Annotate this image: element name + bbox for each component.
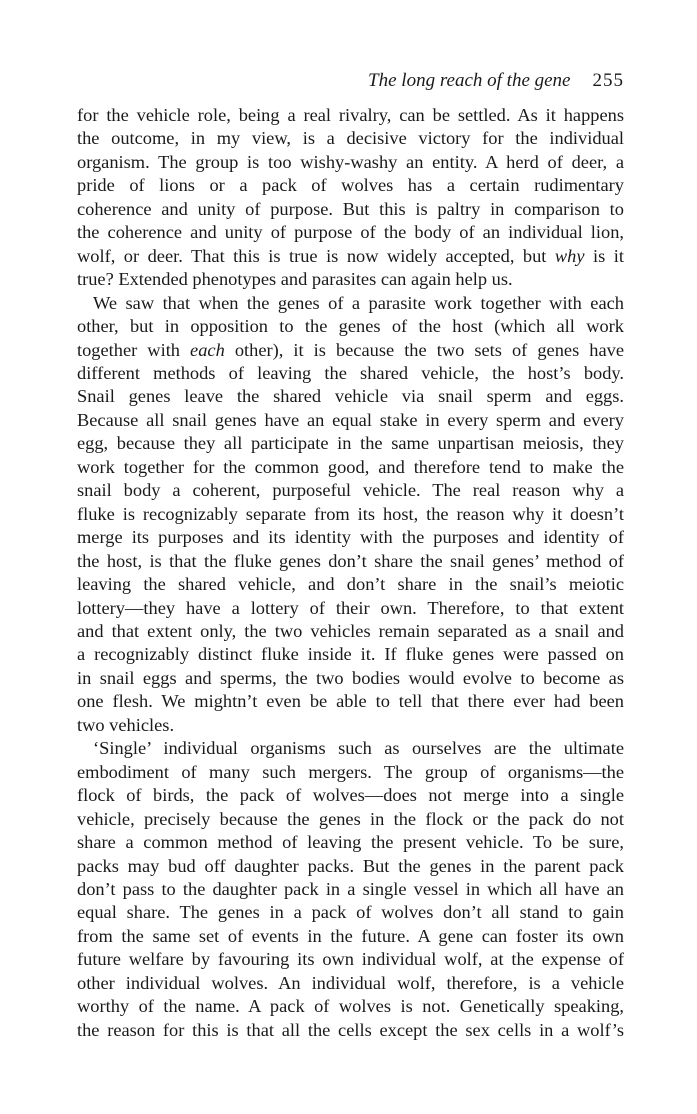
line-text: the host, is that the fluke genes don’t share the snail genes’ method of (77, 550, 624, 571)
text-line (77, 385, 624, 408)
line-text: different methods of leaving the shared vehicle, the host’s body. (77, 362, 624, 383)
text-line (77, 878, 624, 901)
line-text: flock of birds, the pack of wolves—does not merge into a single (77, 785, 624, 806)
text-line (77, 784, 624, 807)
line-text: ‘Single’ individual organisms such as ourselves are the ultimate (93, 738, 624, 759)
text-line (77, 620, 624, 643)
line-text: worthy of the name. A pack of wolves is not. Genetically speaking, (77, 996, 624, 1017)
text-line (77, 503, 624, 526)
line-text: fluke is recognizably separate from its host, the reason why it doesn’t (77, 503, 624, 524)
text-line (77, 550, 624, 573)
text-line (77, 714, 624, 737)
text-line (77, 995, 624, 1018)
line-text: and that extent only, the two vehicles remain separated as a snail and (77, 620, 624, 641)
running-head (77, 70, 624, 104)
line-text: don’t pass to the daughter pack in a single vessel in which all have an (77, 878, 624, 899)
line-text: other), it is because the two sets of genes have (224, 339, 624, 360)
text-line (77, 221, 624, 244)
text-line (77, 855, 624, 878)
line-text: equal share. The genes in a pack of wolves don’t all stand to gain (77, 902, 624, 923)
paragraph (77, 292, 624, 738)
line-text: coherence and unity of purpose. But this is paltry in comparison to (77, 198, 624, 219)
line-text: merge its purposes and its identity with the purposes and identity of (77, 527, 624, 548)
text-line (77, 573, 624, 596)
line-text: is it (584, 245, 624, 266)
line-text: other individual wolves. An individual wolf, therefore, is a vehicle (77, 972, 624, 993)
emphasis-text: why (554, 245, 585, 266)
text-line (77, 409, 624, 432)
text-line (77, 127, 624, 150)
text-line (77, 479, 624, 502)
line-text: wolf, or deer. That this is true is now widely accepted, but (77, 245, 555, 266)
running-title: The long reach of the gene (368, 70, 571, 91)
text-line (77, 174, 624, 197)
book-page (77, 70, 624, 1042)
text-line (77, 597, 624, 620)
line-text: the reason for this is that all the cells except the sex cells in a wolf’s (77, 1019, 624, 1040)
line-text: in snail eggs and sperms, the two bodies would evolve to become as (77, 667, 624, 688)
text-line (77, 245, 624, 268)
text-line (77, 526, 624, 549)
text-line (77, 1019, 624, 1042)
paragraph (77, 104, 624, 292)
text-line (77, 104, 624, 127)
line-text: We saw that when the genes of a parasite work together with each (93, 292, 624, 313)
text-line (77, 925, 624, 948)
line-text: work together for the common good, and therefore tend to make the (77, 456, 624, 477)
text-line (77, 362, 624, 385)
line-text: embodiment of many such mergers. The group of organisms—the (77, 761, 624, 782)
text-line (77, 948, 624, 971)
line-text: the outcome, in my view, is a decisive victory for the individual (77, 128, 624, 149)
line-text: together with (77, 339, 191, 360)
emphasis-text: each (190, 339, 225, 360)
line-text: leaving the shared vehicle, and don’t share in the snail’s meiotic (77, 574, 624, 595)
text-line (77, 972, 624, 995)
text-line (77, 808, 624, 831)
line-text: Snail genes leave the shared vehicle via snail sperm and eggs. (77, 386, 624, 407)
text-line (77, 432, 624, 455)
line-text: share a common method of leaving the present vehicle. To be sure, (77, 832, 624, 853)
line-text: egg, because they all participate in the same unpartisan meiosis, they (77, 433, 624, 454)
text-line (77, 761, 624, 784)
text-line (77, 268, 624, 291)
line-text: organism. The group is too wishy-washy an entity. A herd of deer, a (77, 151, 624, 172)
text-line (77, 315, 624, 338)
line-text: two vehicles. (77, 714, 175, 735)
paragraph (77, 737, 624, 1042)
line-text: future welfare by favouring its own individual wolf, at the expense of (77, 949, 624, 970)
text-line (77, 901, 624, 924)
line-text: for the vehicle role, being a real rivalry, can be settled. As it happens (77, 105, 624, 125)
line-text: packs may bud off daughter packs. But the genes in the parent pack (77, 855, 624, 876)
text-line (77, 151, 624, 174)
text-line (77, 667, 624, 690)
line-text: one flesh. We mightn’t even be able to tell that there ever had been (77, 691, 624, 712)
body-text (77, 104, 624, 1042)
line-text: pride of lions or a pack of wolves has a certain rudimentary (77, 175, 624, 196)
line-text: other, but in opposition to the genes of the host (which all work (77, 316, 624, 337)
text-line (77, 339, 624, 362)
text-line (77, 198, 624, 221)
line-text: vehicle, precisely because the genes in the flock or the pack do not (77, 808, 624, 829)
page-number: 255 (592, 70, 624, 91)
line-text: lottery—they have a lottery of their own. Therefore, to that extent (77, 597, 624, 618)
text-line (77, 690, 624, 713)
text-line (77, 643, 624, 666)
line-text: true? Extended phenotypes and parasites can again help us. (77, 269, 513, 290)
line-text: the coherence and unity of purpose of the body of an individual lion, (77, 222, 624, 243)
line-text: Because all snail genes have an equal stake in every sperm and every (77, 409, 624, 430)
line-text: from the same set of events in the future. A gene can foster its own (77, 925, 624, 946)
line-text: snail body a coherent, purposeful vehicle. The real reason why a (77, 480, 624, 501)
text-line (77, 292, 624, 315)
text-line (77, 456, 624, 479)
text-line (77, 831, 624, 854)
line-text: a recognizably distinct fluke inside it. If fluke genes were passed on (77, 644, 624, 665)
text-line (77, 737, 624, 760)
